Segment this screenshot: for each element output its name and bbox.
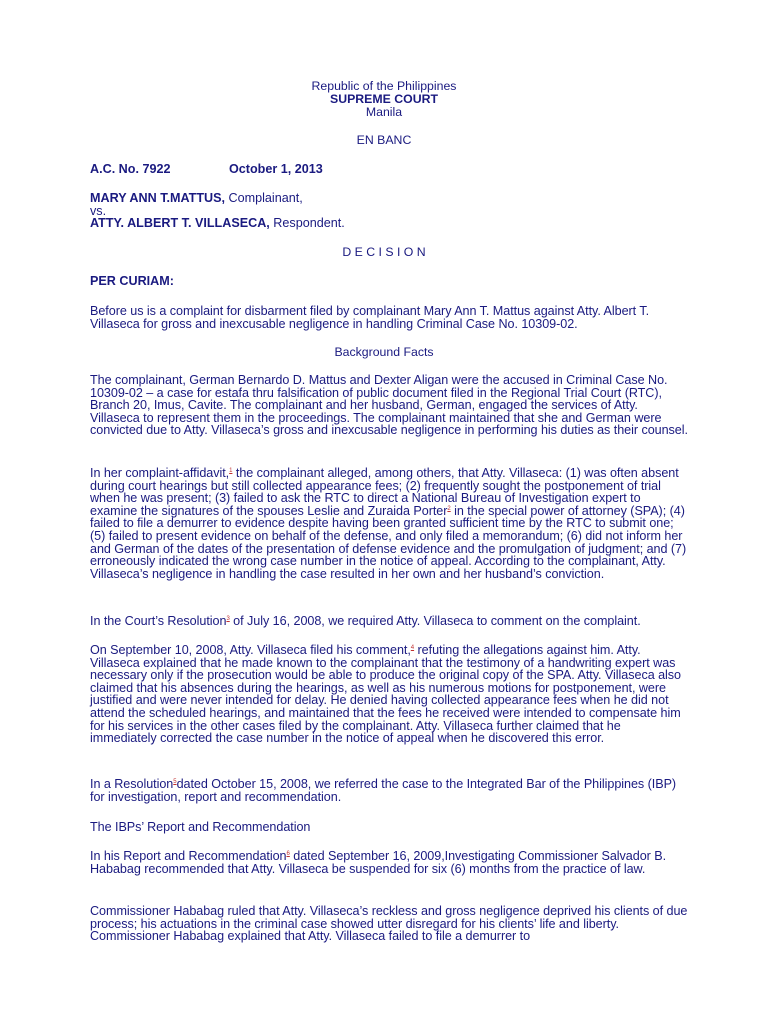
paragraph-7-part-b: dated September 16, 2009,Investigating Commissioner Salvador B. Hababag recommended that Atty. Villaseca be suspended for six (6) months from the practice of law.: [90, 849, 667, 876]
complainant-name: MARY ANN T.MATTUS,: [90, 191, 226, 205]
section-background-facts: Background Facts: [334, 345, 434, 359]
parties: [90, 192, 690, 230]
footnote-6-link[interactable]: 6: [286, 850, 290, 857]
respondent-line: [90, 217, 690, 230]
paragraph-5-part-b: refuting the allegations against him. Atty. Villaseca explained that he made known to the complainant that the testimony of a handwriting expert was necessary only if the prosecution would be able to produce the original copy of the SPA. Atty. Villaseca also claimed that his absences during the hearings, as well as his numerous motions for postponement, were justified and were never intended for delay. He denied having collected appearance fees when he did not attend the scheduled hearings, and maintained that the fees he received were intended to compensate him for his services in the other cases filed by the complainant. Atty. Villaseca further claimed that he immediately corrected the case number in the notice of appeal when he discovered this error.: [90, 643, 682, 746]
paragraph-2: The complainant, German Bernardo D. Mattus and Dexter Aligan were the accused in Criminal Case No. 10309-02 – a case for estafa thru falsification of public document filed in the Regional Trial Court (RTC), Branch 20, Imus, Cavite. The complainant and her husband, German, engaged the services of Atty. Villaseca to represent them in the proceedings. The complainant maintained that she and German were convicted due to Atty. Villaseca’s gross and inexcusable negligence in performing his duties as their counsel.: [90, 373, 688, 438]
paragraph-5-part-a: On September 10, 2008, Atty. Villaseca filed his comment,: [90, 643, 411, 657]
paragraph-7-part-a: In his Report and Recommendation: [90, 849, 287, 863]
case-line: [90, 163, 690, 176]
case-number: A.C. No. 7922: [90, 162, 171, 176]
footnote-2-link[interactable]: 2: [447, 505, 451, 512]
footnote-3-link[interactable]: 3: [226, 615, 230, 622]
respondent-role: Respondent.: [269, 216, 345, 231]
footnote-5-link[interactable]: 5: [173, 778, 177, 785]
complainant-line: [90, 192, 690, 205]
paragraph-4-part-a: In the Court’s Resolution: [90, 614, 227, 628]
header-republic: Republic of the Philippines: [311, 79, 457, 93]
paragraph-6-part-a: In a Resolution: [90, 777, 174, 791]
paragraph-3-part-b: the complainant alleged, among others, that Atty. Villaseca: (1) was often absent during court hearings but still collected appearance fees; (2) frequently sought the postponement of trial when he was present; (3) failed to ask the RTC to direct a National Bureau of Investigation expert to examine the signatures of the spouses Leslie and Zuraida Porter: [90, 466, 679, 518]
paragraph-4-part-b: of July 16, 2008, we required Atty. Villaseca to comment on the complaint.: [229, 614, 641, 628]
paragraph-1: Before us is a complaint for disbarment filed by complainant Mary Ann T. Mattus against Atty. Albert T. Villaseca for gross and inexcusable negligence in handling Criminal Case No. 10309-02.: [90, 304, 650, 331]
paragraph-5: [90, 644, 690, 745]
footnote-1-link[interactable]: 1: [229, 467, 233, 474]
paragraph-7: [90, 850, 690, 875]
document-header: [0, 80, 768, 119]
case-date: October 1, 2013: [229, 162, 323, 176]
division-label: EN BANC: [356, 133, 412, 147]
paragraph-6-part-b: dated October 15, 2008, we referred the case to the Integrated Bar of the Philippines (IBP) for investigation, report and recommendation.: [90, 777, 677, 804]
paragraph-3-part-a: In her complaint-affidavit,: [90, 466, 230, 480]
paragraph-6: [90, 778, 690, 803]
decision-title: D E C I S I O N: [342, 245, 426, 259]
per-curiam: PER CURIAM:: [90, 274, 174, 288]
paragraph-4: [90, 615, 690, 628]
header-city: Manila: [365, 105, 403, 119]
header-court: SUPREME COURT: [330, 92, 438, 106]
section-ibp-report: The IBPs’ Report and Recommendation: [90, 820, 311, 834]
complainant-role: Complainant,: [225, 191, 303, 205]
paragraph-8: Commissioner Hababag ruled that Atty. Villaseca’s reckless and gross negligence deprived his clients of due process; his actuations in the criminal case showed utter disregard for his clients’ life and liberty. Commissioner Hababag explained that Atty. Villaseca failed to file a demurrer to: [90, 904, 688, 944]
paragraph-3-part-c: in the special power of attorney (SPA); (4) failed to file a demurrer to evidence despite having been granted sufficient time by the RTC to submit one; (5) failed to present evidence on behalf of the defense, and only filed a memorandum; (6) did not inform her and German of the dates of the presentation of defense evidence and the promulgation of judgment; and (7) erroneously indicated the wrong case number in the notice of appeal. According to the complainant, Atty. Villaseca’s negligence in handling the case resulted in her own and her husband’s conviction.: [90, 503, 687, 581]
versus: vs.: [90, 203, 107, 218]
paragraph-3: [90, 467, 690, 580]
respondent-name: ATTY. ALBERT T. VILLASECA,: [90, 216, 270, 231]
footnote-4-link[interactable]: 4: [410, 644, 415, 651]
